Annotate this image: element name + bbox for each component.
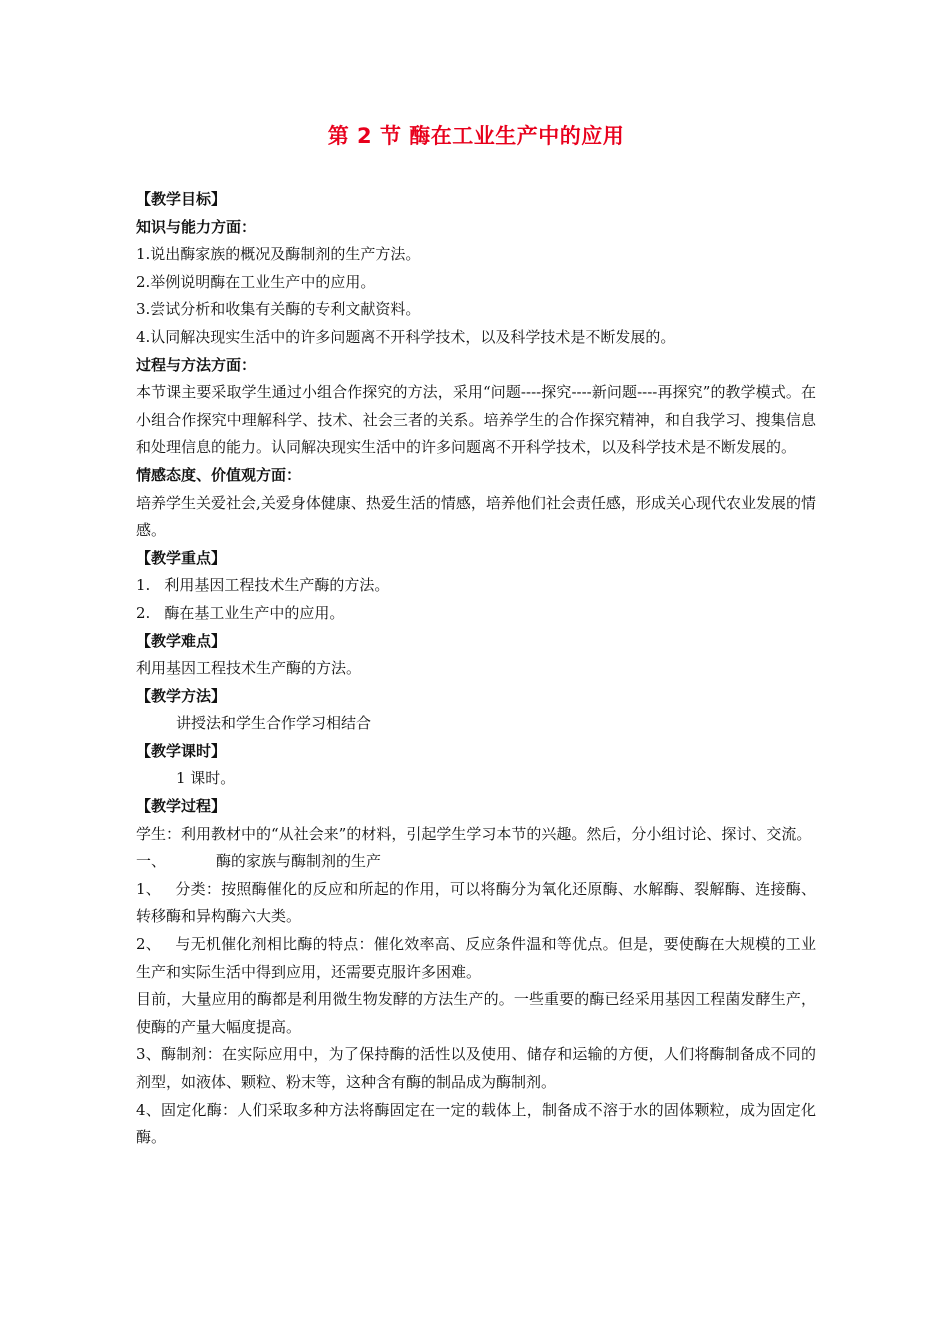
- attitude-heading: 情感态度、价值观方面：: [136, 465, 302, 484]
- key-point-text: 利用基因工程技术生产酶的方法。: [164, 576, 390, 595]
- key-points-heading: 【教学重点】: [136, 548, 227, 567]
- key-point-item: [136, 600, 816, 628]
- part-one-heading: [136, 848, 816, 876]
- goals-heading: 【教学目标】: [136, 190, 227, 208]
- method-text: 讲授法和学生合作学习相结合: [176, 714, 372, 733]
- method-heading: 【教学方法】: [136, 686, 227, 705]
- key-point-number: 1.: [136, 576, 151, 595]
- hours-heading: 【教学课时】: [136, 741, 227, 760]
- process-heading: 过程与方法方面：: [136, 355, 257, 374]
- knowledge-item: 4.认同解决现实生活中的许多问题离不开科学技术，以及科学技术是不断发展的。: [136, 327, 676, 346]
- item-1-number: 1、: [136, 879, 162, 898]
- item-2-number: 2、: [136, 935, 162, 954]
- item-2: [136, 931, 816, 986]
- difficulty-heading: 【教学难点】: [136, 631, 227, 650]
- key-point-item: [136, 572, 816, 600]
- page-title: 第 2 节 酶在工业生产中的应用: [327, 124, 625, 148]
- procedure-intro: 学生：利用教材中的“从社会来”的材料，引起学生学习本节的兴趣。然后，分小组讨论、探讨、交流。: [136, 824, 812, 843]
- knowledge-item: 2.举例说明酶在工业生产中的应用。: [136, 272, 376, 291]
- difficulty-text: 利用基因工程技术生产酶的方法。: [136, 659, 362, 678]
- attitude-paragraph: 培养学生关爱社会,关爱身体健康、热爱生活的情感，培养他们社会责任感，形成关心现代农业发展的情感。: [136, 493, 816, 540]
- procedure-heading: 【教学过程】: [136, 797, 227, 816]
- item-2-text: 与无机催化剂相比酶的特点：催化效率高、反应条件温和等优点。但是，要使酶在大规模的工业生产和实际生活中得到应用，还需要克服许多困难。: [136, 935, 817, 981]
- item-1: [136, 876, 816, 931]
- item-4: 4、固定化酶：人们采取多种方法将酶固定在一定的载体上，制备成不溶于水的固体颗粒，成为固定化酶。: [136, 1100, 816, 1147]
- knowledge-heading: 知识与能力方面：: [136, 217, 257, 236]
- part-one-number: 一、: [136, 852, 167, 871]
- key-point-number: 2.: [136, 603, 151, 622]
- item-3: 3、酶制剂：在实际应用中，为了保持酶的活性以及使用、储存和运输的方便，人们将酶制备成不同的剂型，如液体、颗粒、粉末等，这种含有酶的制品成为酶制剂。: [136, 1045, 816, 1091]
- part-one-title: 酶的家族与酶制剂的生产: [216, 852, 382, 871]
- hours-text: 1 课时。: [176, 769, 236, 788]
- item-1-text: 分类：按照酶催化的反应和所起的作用，可以将酶分为氧化还原酶、水解酶、裂解酶、连接酶、转移酶和异构酶六大类。: [136, 879, 817, 926]
- key-point-text: 酶在基工业生产中的应用。: [164, 603, 345, 622]
- knowledge-item: 3.尝试分析和收集有关酶的专利文献资料。: [136, 300, 421, 319]
- process-paragraph: 本节课主要采取学生通过小组合作探究的方法，采用“问题----探究----新问题----再探究”的教学模式。在小组合作探究中理解科学、技术、社会三者的关系。培养学生的合作探究精神，和自我学习、搜集信息和处理信息的能力。认同解决现实生活中的许多问题离不开科学技术，以及科学技术是不断发展的。: [136, 383, 816, 457]
- current-paragraph: 目前，大量应用的酶都是利用微生物发酵的方法生产的。一些重要的酶已经采用基因工程菌发酵生产，使酶的产量大幅度提高。: [136, 990, 816, 1036]
- document-body: [136, 186, 816, 1152]
- knowledge-item: 1.说出酶家族的概况及酶制剂的生产方法。: [136, 245, 421, 264]
